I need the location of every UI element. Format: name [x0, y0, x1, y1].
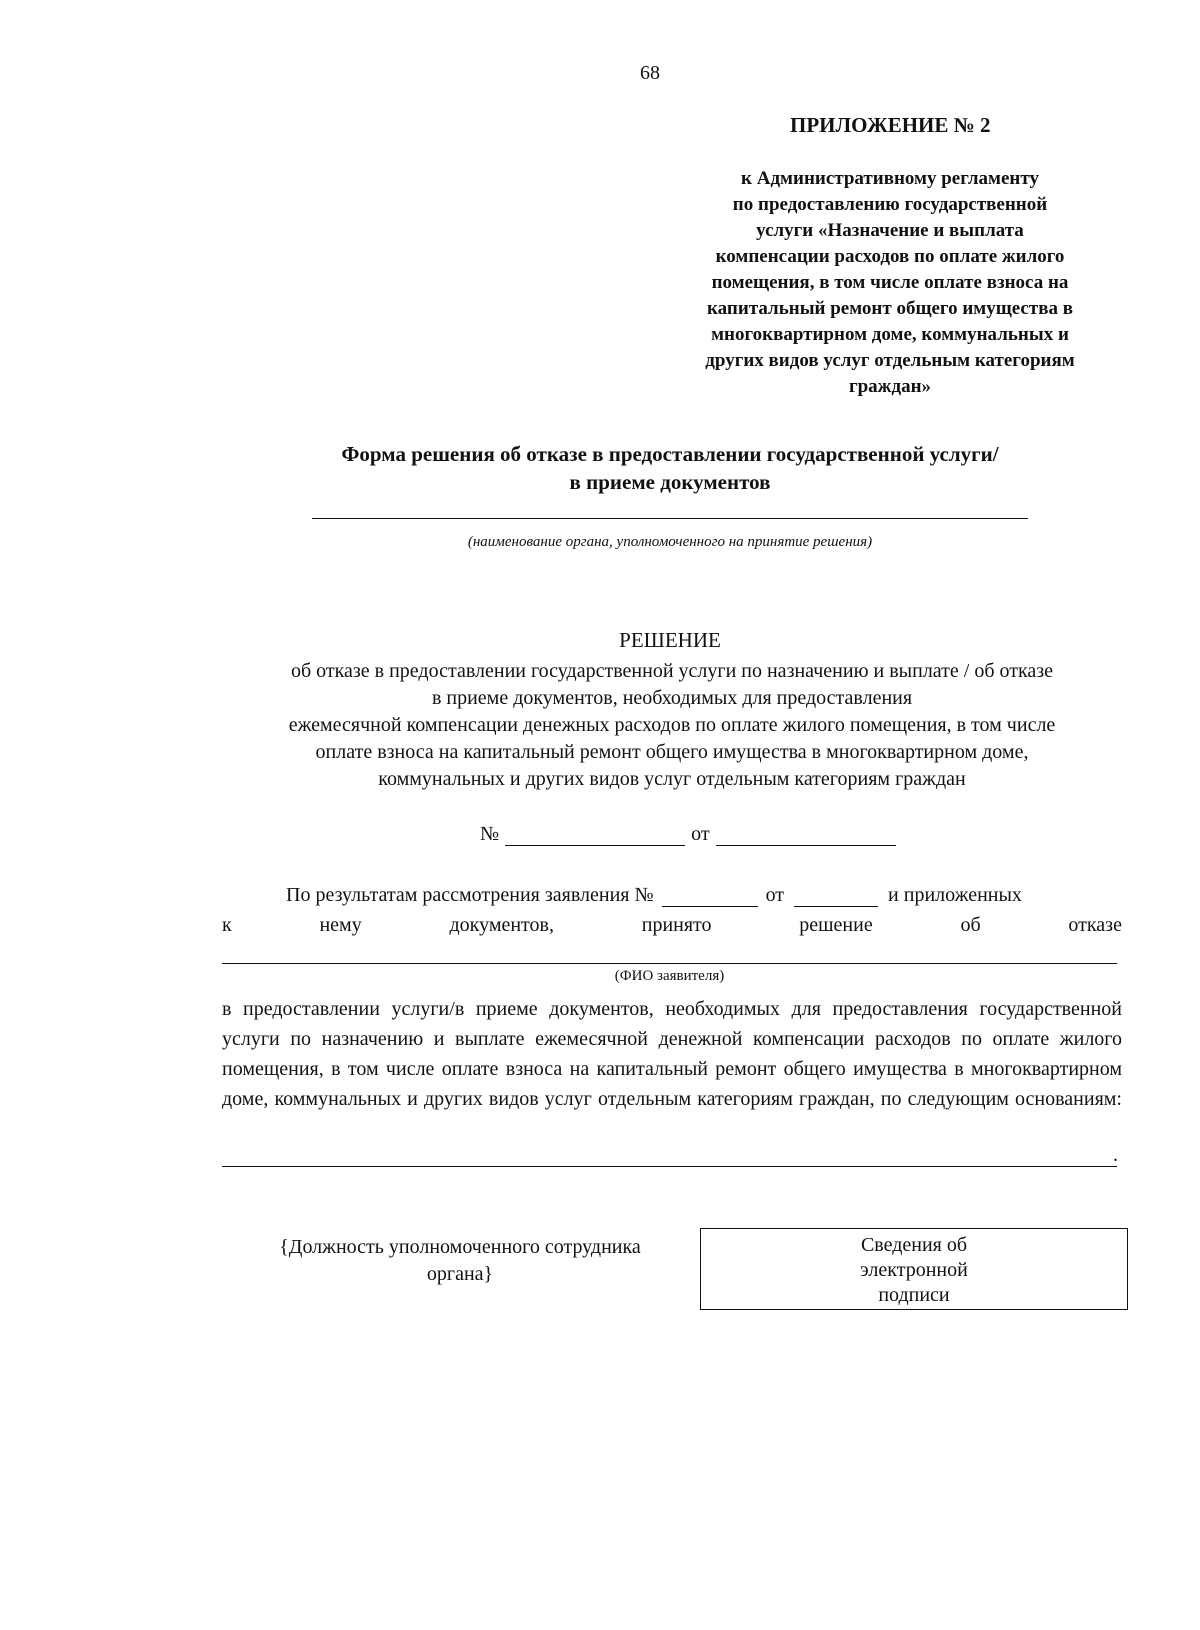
- applicant-name-field-line[interactable]: [222, 963, 1117, 964]
- appendix-subtitle: [650, 166, 1130, 400]
- number-label: №: [480, 823, 500, 845]
- decision-number-line: [480, 823, 950, 846]
- appendix-line: к Административному регламенту: [741, 168, 1039, 189]
- signature-line: подписи: [878, 1284, 950, 1306]
- decision-heading: РЕШЕНИЕ: [619, 628, 721, 652]
- signer-line: органа}: [426, 1263, 494, 1285]
- decision-line: оплате взноса на капитальный ремонт общего имущества в многоквартирном доме,: [315, 741, 1029, 763]
- appendix-line: по предоставлению государственной: [732, 194, 1048, 215]
- appendix-line: граждан»: [848, 376, 932, 397]
- appendix-title: ПРИЛОЖЕНИЕ № 2: [790, 113, 991, 137]
- decision-line: в приеме документов, необходимых для предоставления: [431, 687, 913, 709]
- paragraph2: в предоставлении услуги/в приеме документов, необходимых для предоставления государственной услуги по назначению и выплате ежемесячной денежной компенсации расходов по оплате жилого помещения, в том числе оплате взноса на капитальный ремонт общего имущества в многоквартирном доме, коммунальных и других видов услуг отдельным категориям граждан, по следующим основаниям:: [222, 998, 1122, 1110]
- paragraph1-line1: [222, 884, 1122, 907]
- electronic-signature-box: [700, 1228, 1128, 1310]
- appendix-line: компенсации расходов по оплате жилого: [715, 246, 1065, 267]
- word: отказе: [1068, 914, 1122, 936]
- word: об: [960, 914, 981, 936]
- word: нему: [319, 914, 362, 936]
- page-number: 68: [640, 62, 660, 84]
- word: документов,: [449, 914, 554, 936]
- appendix-line: других видов услуг отдельным категориям: [705, 350, 1075, 371]
- applicant-name-caption: (ФИО заявителя): [614, 968, 725, 984]
- application-date-field[interactable]: [794, 886, 878, 907]
- appendix-line: многоквартирном доме, коммунальных и: [711, 324, 1069, 345]
- grounds-end-period: .: [1113, 1144, 1118, 1166]
- form-title-line: Форма решения об отказе в предоставлении государственной услуги/: [341, 442, 999, 466]
- grounds-field-line[interactable]: [222, 1166, 1117, 1167]
- decision-number-field[interactable]: [505, 825, 685, 846]
- signer-position: [250, 1234, 670, 1288]
- signature-line: Сведения об: [860, 1234, 968, 1256]
- word: решение: [799, 914, 873, 936]
- word: к: [222, 914, 232, 936]
- paragraph1-line2: [222, 914, 1122, 937]
- decision-line: ежемесячной компенсации денежных расходов по оплате жилого помещения, в том числе: [288, 714, 1056, 736]
- word: принято: [641, 914, 712, 936]
- appendix-line: помещения, в том числе оплате взноса на: [711, 272, 1069, 293]
- appendix-line: услуги «Назначение и выплата: [756, 220, 1024, 241]
- org-name-caption: (наименование органа, уполномоченного на принятие решения): [467, 534, 873, 550]
- from-label: от: [691, 823, 710, 845]
- decision-date-field[interactable]: [716, 825, 896, 846]
- application-from-label: от: [765, 884, 785, 906]
- form-title-line: в приеме документов: [569, 470, 771, 494]
- decision-subheading: [222, 658, 1122, 793]
- appendix-line: капитальный ремонт общего имущества в: [707, 298, 1073, 319]
- signature-line: электронной: [860, 1259, 968, 1281]
- decision-line: об отказе в предоставлении государственной услуги по назначению и выплате / об отказе: [290, 660, 1054, 682]
- form-title: [255, 440, 1085, 496]
- decision-line: коммунальных и других видов услуг отдельным категориям граждан: [378, 768, 966, 790]
- signature-box-text: [701, 1233, 1127, 1308]
- application-number-field[interactable]: [662, 886, 758, 907]
- paragraph1-tail: и приложенных: [888, 884, 1022, 906]
- signer-line: {Должность уполномоченного сотрудника: [279, 1236, 641, 1258]
- org-name-field-line[interactable]: [312, 518, 1028, 519]
- paragraph1-lead: По результатам рассмотрения заявления №: [286, 884, 654, 906]
